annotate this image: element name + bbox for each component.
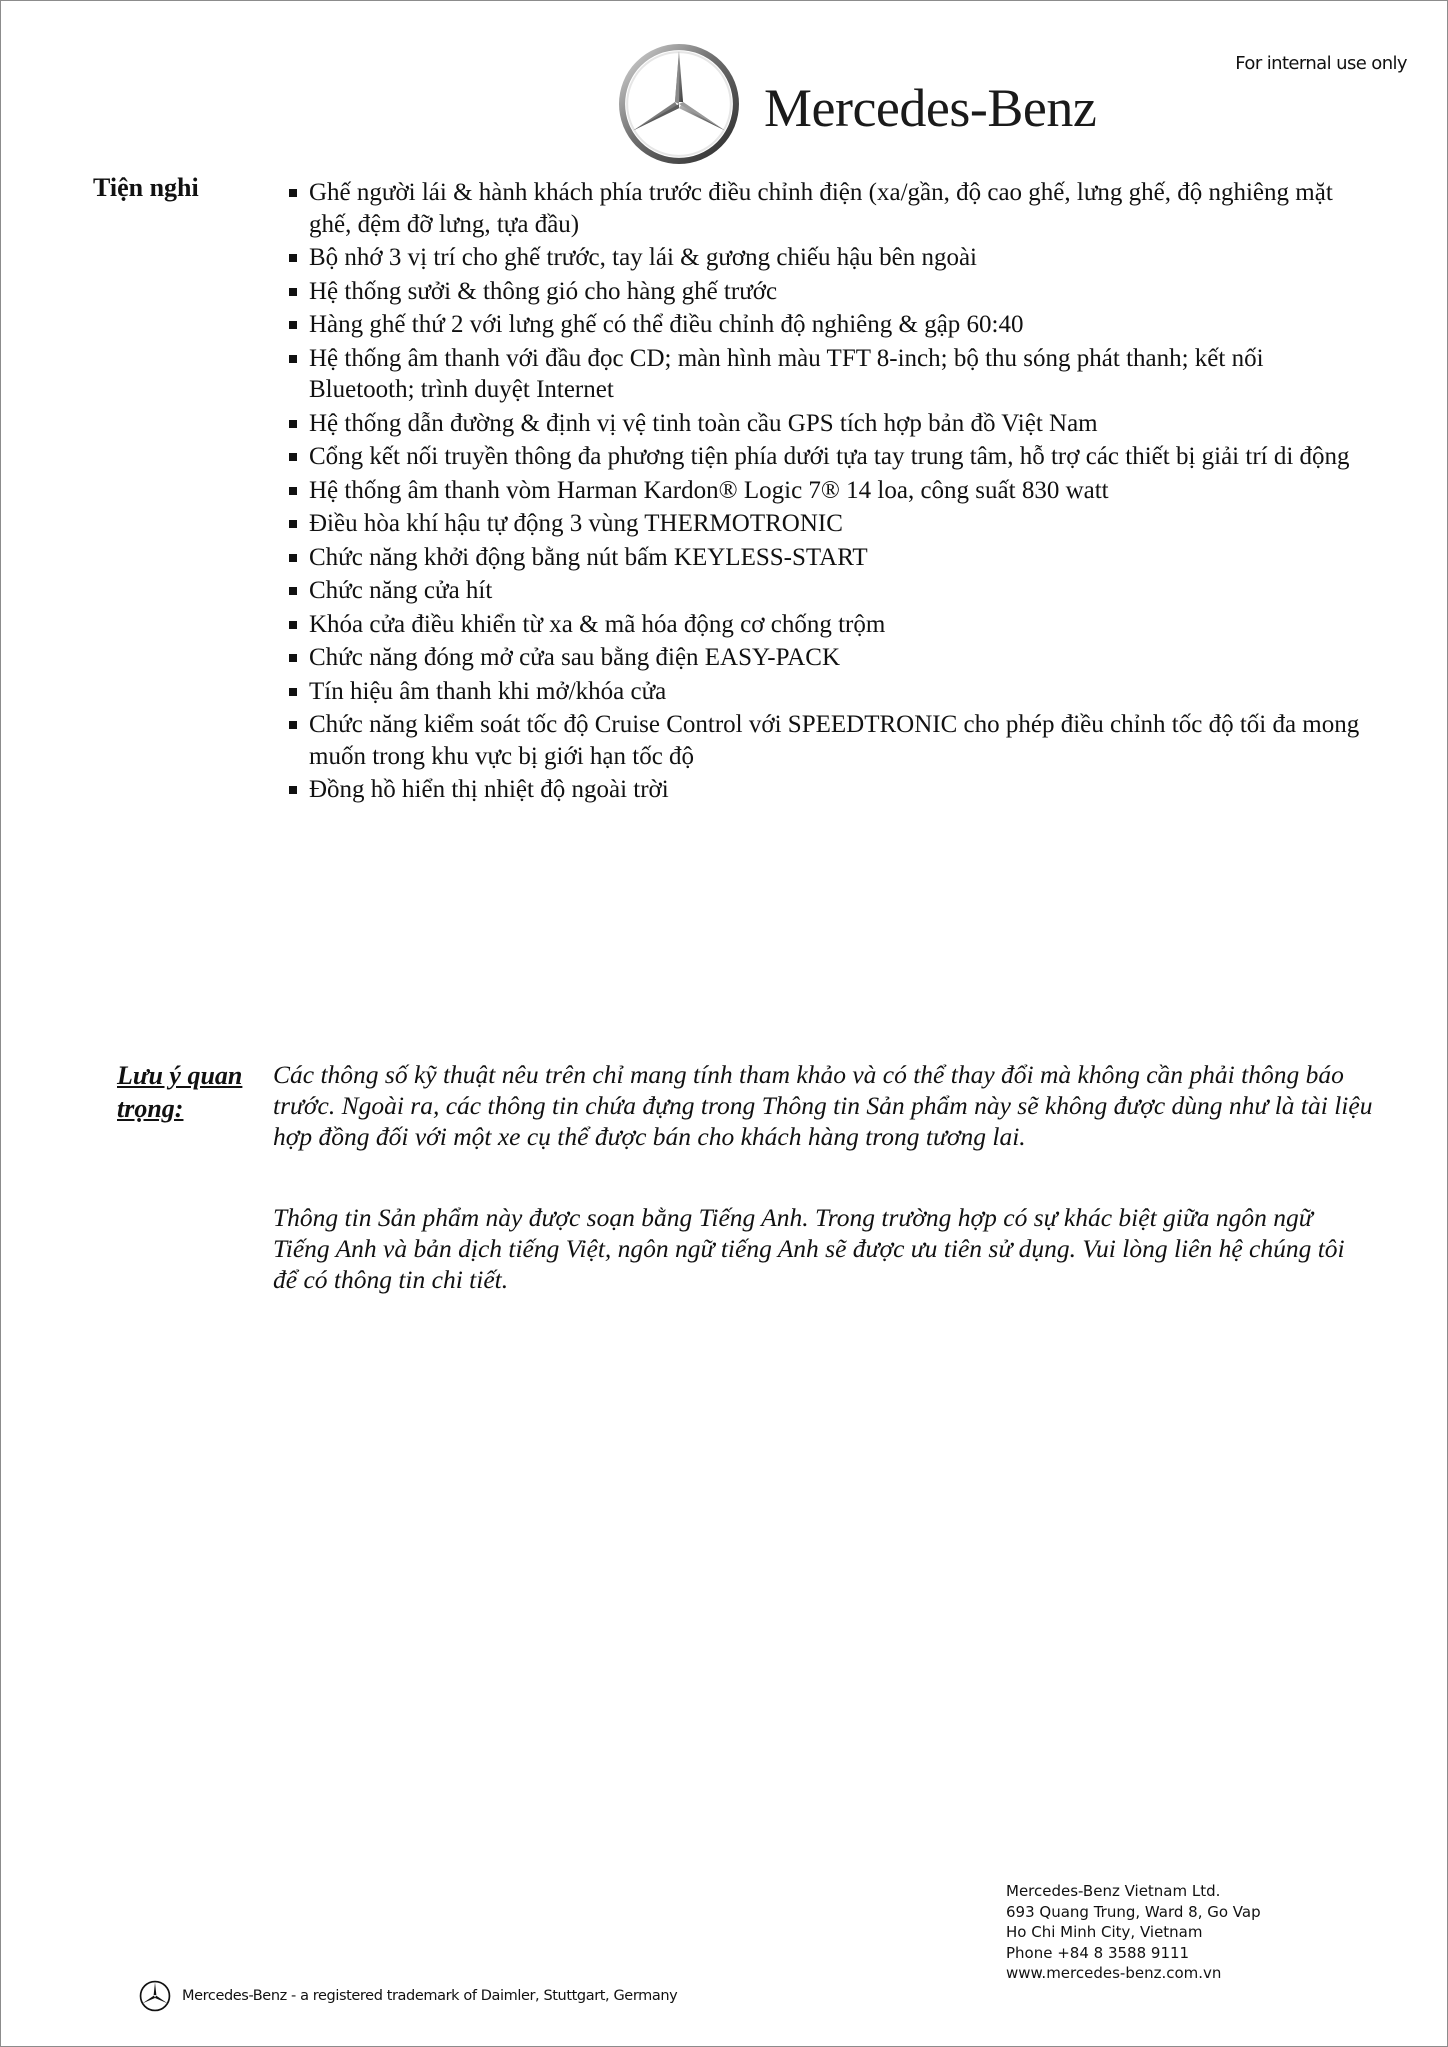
feature-item: Hệ thống dẫn đường & định vị vệ tinh toàn cầu GPS tích hợp bản đồ Việt Nam [289, 408, 1374, 440]
internal-use-note: For internal use only [1235, 53, 1407, 74]
mercedes-star-icon [618, 43, 740, 165]
company-address [1006, 1881, 1261, 1984]
feature-item: Tín hiệu âm thanh khi mở/khóa cửa [289, 676, 1374, 708]
feature-item: Hệ thống âm thanh vòm Harman Kardon® Logic 7® 14 loa, công suất 830 watt [289, 475, 1374, 507]
feature-item: Khóa cửa điều khiển từ xa & mã hóa động cơ chống trộm [289, 609, 1374, 641]
company-city: Ho Chi Minh City, Vietnam [1006, 1923, 1203, 1941]
company-website: www.mercedes-benz.com.vn [1006, 1964, 1222, 1982]
trademark-text: Mercedes-Benz - a registered trademark of Daimler, Stuttgart, Germany [182, 1988, 678, 2004]
feature-item: Hệ thống âm thanh với đầu đọc CD; màn hình màu TFT 8-inch; bộ thu sóng phát thanh; kết nối Bluetooth; trình duyệt Internet [289, 343, 1374, 406]
company-name: Mercedes-Benz Vietnam Ltd. [1006, 1882, 1221, 1900]
feature-item: Ghế người lái & hành khách phía trước điều chỉnh điện (xa/gần, độ cao ghế, lưng ghế, độ nghiêng mặt ghế, đệm đỡ lưng, tựa đầu) [289, 177, 1374, 240]
feature-item: Hàng ghế thứ 2 với lưng ghế có thể điều chỉnh độ nghiêng & gập 60:40 [289, 309, 1374, 341]
feature-item: Hệ thống sưởi & thông gió cho hàng ghế trước [289, 276, 1374, 308]
note-paragraph: Các thông số kỹ thuật nêu trên chỉ mang tính tham khảo và có thể thay đổi mà không cần phải thông báo trước. Ngoài ra, các thông tin chứa đựng trong Thông tin Sản phẩm này sẽ không được dùng như là tài liệu hợp đồng đối với một xe cụ thể được bán cho khách hàng trong tương lai. [273, 1060, 1373, 1151]
feature-item: Bộ nhớ 3 vị trí cho ghế trước, tay lái & gương chiếu hậu bên ngoài [289, 242, 1374, 274]
important-note-label: Lưu ý quan trọng: [117, 1061, 243, 1123]
footer-trademark [138, 1979, 677, 2013]
feature-item: Chức năng đóng mở cửa sau bằng điện EASY-PACK [289, 642, 1374, 674]
feature-list [289, 177, 1374, 808]
feature-item: Đồng hồ hiển thị nhiệt độ ngoài trời [289, 774, 1374, 806]
note-paragraph: Thông tin Sản phẩm này được soạn bằng Tiếng Anh. Trong trường hợp có sự khác biệt giữa ngôn ngữ Tiếng Anh và bản dịch tiếng Việt, ngôn ngữ tiếng Anh sẽ được ưu tiên sử dụng. Vui lòng liên hệ chúng tôi để có thông tin chi tiết. [273, 1203, 1345, 1294]
company-phone: Phone +84 8 3588 9111 [1006, 1943, 1190, 1962]
important-note-body [273, 1059, 1373, 1345]
feature-item: Chức năng cửa hít [289, 575, 1374, 607]
mercedes-star-small-icon [138, 1979, 172, 2013]
feature-item: Chức năng kiểm soát tốc độ Cruise Control với SPEEDTRONIC cho phép điều chỉnh tốc độ tối đa mong muốn trong khu vực bị giới hạn tốc độ [289, 709, 1374, 772]
feature-item: Chức năng khởi động bằng nút bấm KEYLESS-START [289, 542, 1374, 574]
feature-item: Cổng kết nối truyền thông đa phương tiện phía dưới tựa tay trung tâm, hỗ trợ các thiết bị giải trí di động [289, 441, 1374, 473]
section-label-comfort: Tiện nghi [93, 173, 199, 202]
company-street: 693 Quang Trung, Ward 8, Go Vap [1006, 1902, 1261, 1921]
brand-wordmark: Mercedes-Benz [764, 78, 1097, 138]
feature-item: Điều hòa khí hậu tự động 3 vùng THERMOTRONIC [289, 508, 1374, 540]
